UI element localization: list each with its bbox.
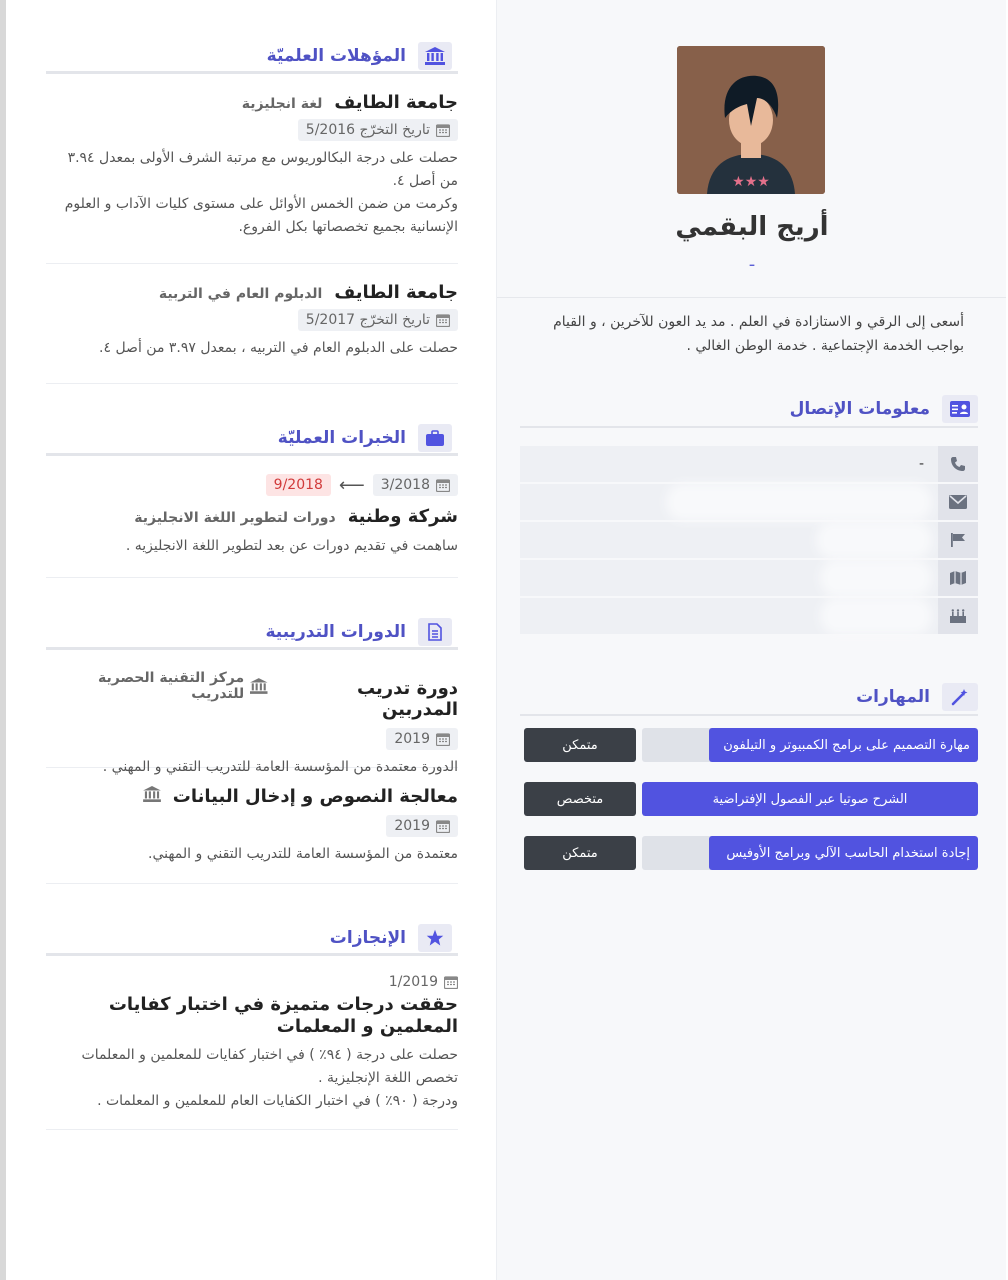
course-entry	[46, 786, 458, 884]
svg-text:★★★: ★★★	[732, 174, 770, 190]
achievement-title: حققت درجات متميزة في اختبار كفايات المعلمين و المعلمات	[108, 994, 458, 1037]
education-entry	[46, 92, 458, 264]
degree-name: الدبلوم العام في التربية	[158, 286, 323, 302]
entry-title-row	[46, 506, 458, 527]
entry-title-row	[46, 670, 458, 720]
date-wrapper	[46, 815, 458, 837]
contact-section-header	[520, 392, 978, 428]
education-description: حصلت على درجة البكالوريوس مع مرتبة الشرف الأولى بمعدل ٣.٩٤ من أصل ٤. وكرمت من ضمن الخمس الأوائل على مستوى كليات الآداب و العلوم الإنسانية بجميع تخصصاتها بكل الفروع.	[64, 150, 458, 235]
skill-fill	[709, 836, 978, 870]
company-name: شركة وطنية	[347, 506, 458, 527]
start-date	[373, 474, 458, 496]
arrow-left-icon: ⟵	[338, 474, 365, 496]
course-name: دورة تدريب المدربين	[356, 678, 458, 720]
provider-name: مركز التقنية الحصرية للتدريب	[98, 670, 245, 702]
entry-title-row	[46, 92, 458, 113]
start-date-text: 3/2018	[380, 477, 430, 493]
calendar-icon	[436, 478, 450, 492]
skill-row	[518, 836, 978, 870]
date-text: 2019	[394, 731, 430, 747]
phone-icon	[938, 446, 978, 482]
skill-bar	[642, 836, 978, 870]
magic-wand-icon	[942, 683, 978, 711]
experience-entry	[46, 474, 458, 578]
profile-summary: أسعى إلى الرقي و الاستازادة في العلم . مد يد العون للآخرين ، و القيام بواجب الخدمة الإجتماعية . خدمة الوطن الغالي .	[553, 314, 964, 354]
envelope-icon	[938, 484, 978, 520]
course-date	[386, 815, 458, 837]
resume-page	[6, 0, 1006, 1280]
skill-name: إجادة استخدام الحاسب الآلي وبرامج الأوفيس	[726, 845, 970, 861]
contact-row-email	[520, 484, 978, 520]
date-text: تاريخ التخرّج 5/2016	[305, 122, 430, 138]
achievement-description: حصلت على درجة ( ٩٤٪ ) في اختبار كفايات للمعلمين و المعلمات تخصص اللغة الإنجليزية . ودرجة ( ٩٠٪ ) في اختبار الكفايات العام للمعلمين و المعلمات .	[81, 1047, 458, 1109]
skill-name: مهارة التصميم على برامج الكمبيوتر و التيلفون	[723, 737, 970, 753]
achievements-section-header	[46, 922, 458, 956]
profile-header	[497, 0, 1006, 298]
university-icon	[418, 42, 452, 70]
contact-row-address	[520, 560, 978, 596]
contact-row-birthdate	[520, 598, 978, 634]
skill-bar	[642, 782, 978, 816]
entry-title-row	[46, 282, 458, 303]
role-name: دورات لتطوير اللغة الانجليزية	[134, 510, 336, 526]
skill-bar	[642, 728, 978, 762]
date-text: 2019	[394, 818, 430, 834]
university-icon	[143, 786, 161, 802]
contact-row-phone	[520, 446, 978, 482]
skill-fill	[709, 728, 978, 762]
end-date: 9/2018	[266, 474, 331, 496]
calendar-icon	[444, 975, 458, 989]
contact-phone-value: -	[918, 456, 924, 472]
skill-level-badge: متمكن	[524, 836, 636, 870]
institution-name: جامعة الطايف	[334, 282, 458, 303]
contact-birthdate-value	[520, 598, 938, 634]
avatar	[677, 46, 825, 194]
skill-level-badge: متمكن	[524, 728, 636, 762]
date-wrapper	[46, 309, 458, 331]
redacted-value	[674, 491, 924, 513]
courses-section-header	[46, 616, 458, 650]
date-text: تاريخ التخرّج 5/2017	[305, 312, 430, 328]
skills-section-header	[520, 680, 978, 716]
map-icon	[938, 560, 978, 596]
calendar-icon	[436, 732, 450, 746]
education-description: حصلت على الدبلوم العام في التربيه ، بمعدل ٣.٩٧ من أصل ٤.	[99, 340, 458, 356]
skills-list	[518, 728, 978, 890]
date-text: 1/2019	[388, 974, 438, 990]
contact-address-value	[520, 560, 938, 596]
date-wrapper	[46, 728, 458, 750]
skill-row	[518, 782, 978, 816]
course-description: معتمدة من المؤسسة العامة للتدريب التقني و المهني.	[148, 846, 458, 862]
star-icon	[418, 924, 452, 952]
contact-row-nationality	[520, 522, 978, 558]
entry-title-row	[46, 786, 458, 807]
date-wrapper	[46, 119, 458, 141]
sidebar	[496, 0, 1006, 1280]
graduation-date	[298, 119, 458, 141]
education-section-title: المؤهلات العلميّة	[266, 45, 406, 66]
birthday-cake-icon	[938, 598, 978, 634]
experience-section-header	[46, 422, 458, 456]
flag-icon	[938, 522, 978, 558]
course-provider	[137, 786, 161, 802]
experience-description: ساهمت في تقديم دورات عن بعد لتطوير اللغة الانجليزيه .	[125, 538, 458, 554]
course-name: معالجة النصوص و إدخال البيانات	[172, 786, 458, 807]
course-provider	[46, 670, 268, 702]
university-icon	[250, 678, 268, 694]
skill-fill	[642, 782, 978, 816]
date-range	[46, 474, 458, 496]
contact-list	[520, 446, 978, 636]
redacted-value	[828, 605, 924, 627]
redacted-value	[824, 529, 924, 551]
contact-email-value	[520, 484, 938, 520]
address-card-icon	[942, 395, 978, 423]
skill-row	[518, 728, 978, 762]
person-title: -	[748, 254, 756, 275]
achievement-date	[46, 974, 458, 990]
institution-name: جامعة الطايف	[334, 92, 458, 113]
person-name: أريج البقمي	[675, 212, 829, 242]
contact-section-title: معلومات الإتصال	[789, 399, 930, 419]
achievements-section-title: الإنجازات	[329, 927, 406, 948]
degree-name: لغة انجليزية	[241, 96, 323, 112]
redacted-value	[828, 567, 924, 589]
education-entry	[46, 282, 458, 384]
calendar-icon	[436, 123, 450, 137]
courses-section-title: الدورات التدريبية	[265, 621, 406, 642]
calendar-icon	[436, 819, 450, 833]
skill-name: الشرح صوتيا عبر الفصول الإفتراضية	[712, 791, 908, 807]
file-text-icon	[418, 618, 452, 646]
education-section-header	[46, 40, 458, 74]
achievement-entry	[46, 974, 458, 1130]
course-description: الدورة معتمدة من المؤسسة العامة للتدريب التقني و المهني .	[102, 759, 458, 775]
skills-section-title: المهارات	[856, 687, 930, 707]
contact-nationality-value	[520, 522, 938, 558]
skill-level-badge: متخصص	[524, 782, 636, 816]
briefcase-icon	[418, 424, 452, 452]
calendar-icon	[436, 313, 450, 327]
graduation-date	[298, 309, 458, 331]
experience-section-title: الخبرات العمليّة	[277, 427, 406, 448]
course-entry	[46, 670, 458, 775]
course-date	[386, 728, 458, 750]
